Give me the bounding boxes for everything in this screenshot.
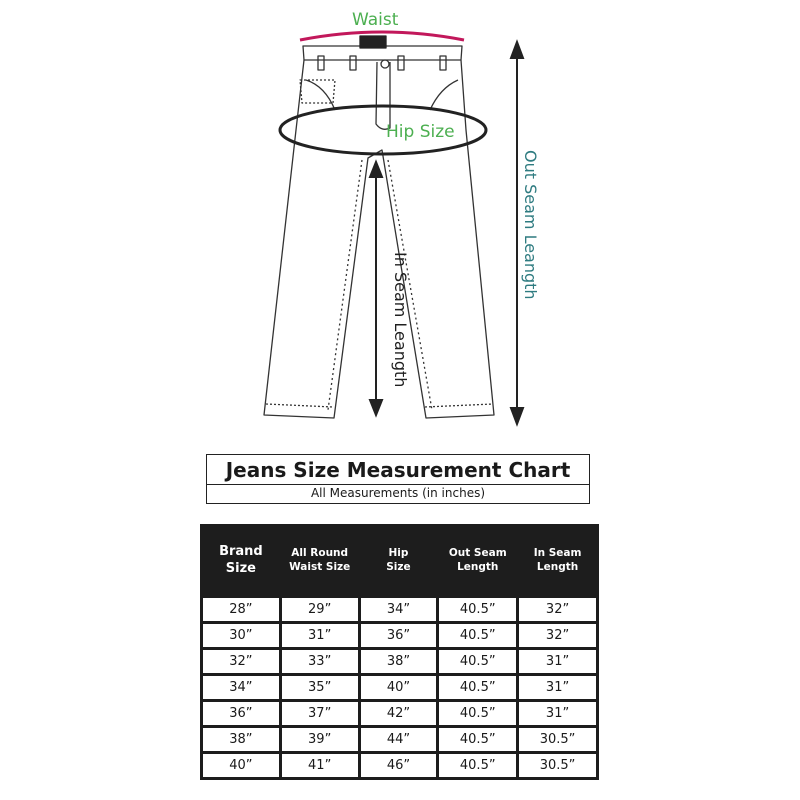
jeans-outline (264, 36, 494, 418)
cell-waist-size: 39” (282, 728, 358, 751)
table-header-row (203, 527, 596, 595)
cell-outseam-length: 40.5” (439, 624, 516, 647)
header-inseam-length: In Seam Length (519, 527, 596, 595)
cell-hip-size: 38” (361, 650, 437, 673)
cell-hip-size: 34” (361, 598, 437, 621)
cell-hip-size: 44” (361, 728, 437, 751)
cell-inseam-length: 30.5” (519, 754, 596, 777)
cell-brand-size: 32” (203, 650, 279, 673)
inseam-label: In Seam Leangth (391, 252, 410, 388)
hip-size-label: Hip Size (386, 122, 455, 142)
cell-inseam-length: 31” (519, 676, 596, 699)
header-outseam-length: Out Seam Length (439, 527, 516, 595)
table-row (203, 754, 596, 777)
table-row (203, 728, 596, 751)
table-row (203, 702, 596, 725)
cell-brand-size: 36” (203, 702, 279, 725)
cell-hip-size: 40” (361, 676, 437, 699)
cell-brand-size: 40” (203, 754, 279, 777)
cell-waist-size: 35” (282, 676, 358, 699)
table-row (203, 676, 596, 699)
cell-outseam-length: 40.5” (439, 728, 516, 751)
cell-brand-size: 34” (203, 676, 279, 699)
cell-waist-size: 41” (282, 754, 358, 777)
cell-waist-size: 31” (282, 624, 358, 647)
cell-brand-size: 30” (203, 624, 279, 647)
cell-inseam-length: 31” (519, 702, 596, 725)
outseam-label: Out Seam Leangth (521, 150, 540, 300)
header-waist-size: All Round Waist Size (282, 527, 358, 595)
cell-outseam-length: 40.5” (439, 598, 516, 621)
cell-hip-size: 46” (361, 754, 437, 777)
table-row (203, 598, 596, 621)
chart-title: Jeans Size Measurement Chart (207, 455, 589, 485)
chart-title-box (206, 454, 590, 504)
cell-waist-size: 37” (282, 702, 358, 725)
cell-brand-size: 28” (203, 598, 279, 621)
inseam-arrow (370, 162, 382, 415)
cell-outseam-length: 40.5” (439, 676, 516, 699)
cell-waist-size: 33” (282, 650, 358, 673)
cell-inseam-length: 31” (519, 650, 596, 673)
cell-hip-size: 42” (361, 702, 437, 725)
brand-label-patch (360, 36, 386, 48)
cell-brand-size: 38” (203, 728, 279, 751)
table-row (203, 650, 596, 673)
hip-measure-ellipse (280, 106, 486, 154)
waist-label: Waist (352, 10, 399, 30)
cell-outseam-length: 40.5” (439, 702, 516, 725)
table-row (203, 624, 596, 647)
size-table (200, 524, 599, 780)
cell-inseam-length: 32” (519, 598, 596, 621)
header-brand-size: Brand Size (203, 527, 279, 595)
cell-outseam-length: 40.5” (439, 650, 516, 673)
cell-inseam-length: 32” (519, 624, 596, 647)
chart-subtitle: All Measurements (in inches) (310, 486, 486, 500)
header-hip-size: Hip Size (361, 527, 437, 595)
cell-outseam-length: 40.5” (439, 754, 516, 777)
cell-waist-size: 29” (282, 598, 358, 621)
cell-inseam-length: 30.5” (519, 728, 596, 751)
cell-hip-size: 36” (361, 624, 437, 647)
